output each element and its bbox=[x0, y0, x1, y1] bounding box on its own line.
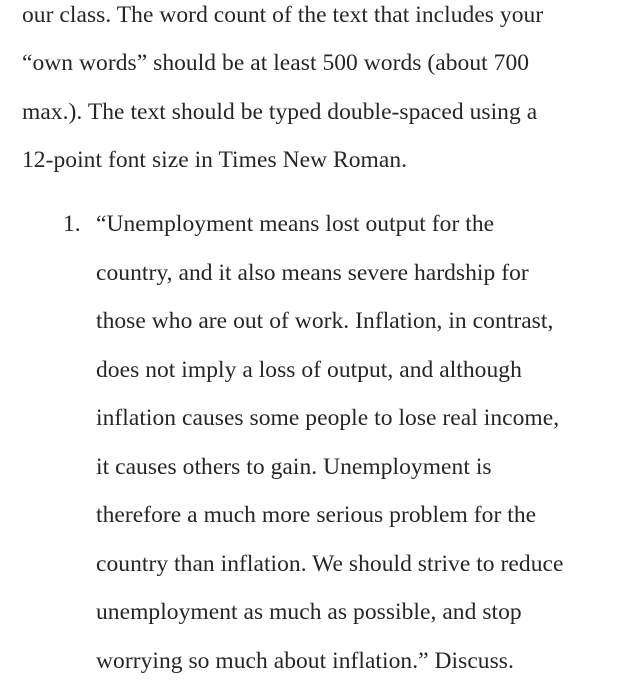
instructions-line: 12-point font size in Times New Roman. bbox=[22, 147, 408, 173]
question-line: country, and it also means severe hardship for bbox=[96, 260, 529, 286]
question-line: does not imply a loss of output, and although bbox=[96, 357, 522, 383]
question-number: 1. bbox=[63, 211, 81, 237]
instructions-line: “own words” should be at least 500 words (about 700 bbox=[22, 50, 530, 76]
question-line: country than inflation. We should strive to reduce bbox=[96, 551, 564, 577]
question-line: “Unemployment means lost output for the bbox=[96, 211, 495, 237]
question-line: inflation causes some people to lose real income, bbox=[96, 405, 560, 431]
question-line: it causes others to gain. Unemployment is bbox=[96, 454, 492, 480]
question-line: worrying so much about inflation.” Discuss. bbox=[96, 648, 514, 674]
question-line: unemployment as much as possible, and stop bbox=[96, 599, 522, 625]
instructions-line: max.). The text should be typed double-spaced using a bbox=[22, 99, 538, 125]
question-line: therefore a much more serious problem for the bbox=[96, 502, 537, 528]
question-line: those who are out of work. Inflation, in contrast, bbox=[96, 308, 554, 334]
instructions-line: our class. The word count of the text that includes your bbox=[22, 2, 544, 28]
